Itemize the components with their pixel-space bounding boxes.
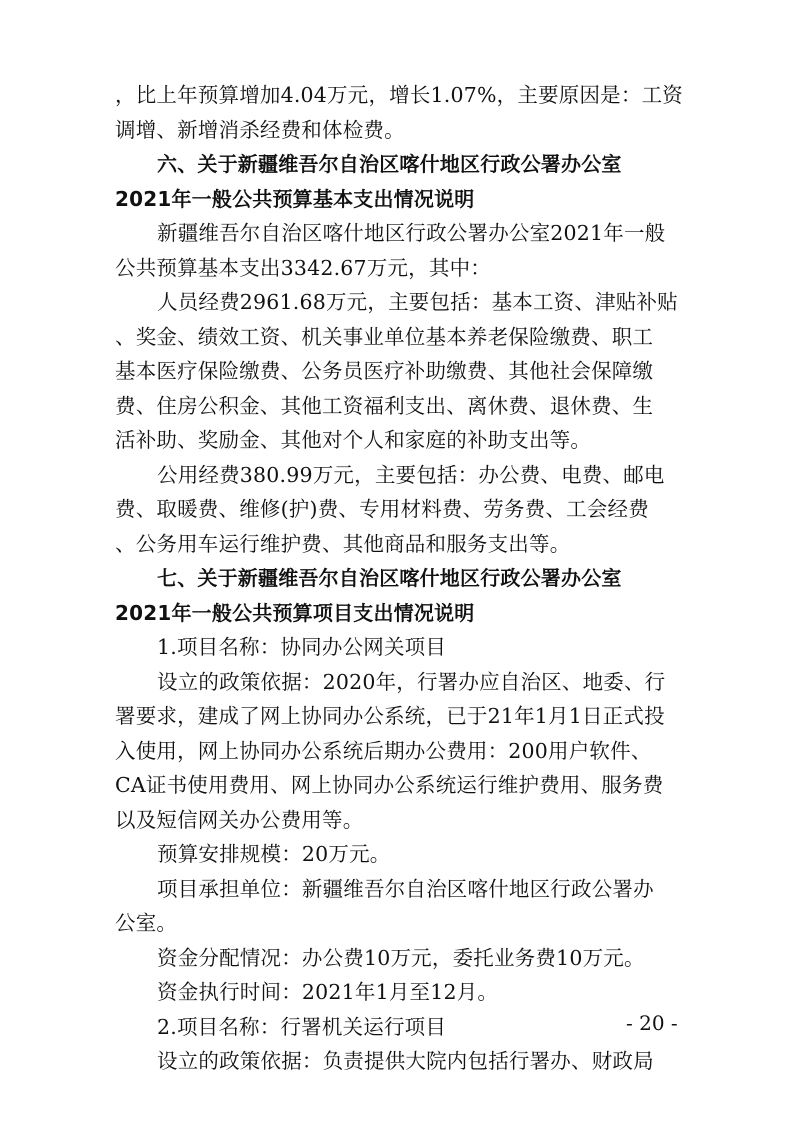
project-title-1: 1.项目名称：协同办公网关项目	[157, 635, 447, 659]
body-text-line: 公共预算基本支出3342.67万元，其中：	[115, 255, 491, 280]
body-text-line: 设立的政策依据：负责提供大院内包括行署办、财政局	[157, 1049, 654, 1073]
section-heading-6: 六、关于新疆维吾尔自治区喀什地区行政公署办公室	[157, 152, 622, 176]
body-text-line: 调增、新增消杀经费和体检费。	[115, 117, 405, 142]
body-text-line: 人员经费2961.68万元，主要包括：基本工资、津贴补贴	[157, 290, 678, 314]
body-text-line: 资金分配情况：办公费10万元，委托业务费10万元。	[157, 945, 645, 970]
body-text-line: CA证书使用费用、网上协同办公系统运行维护费用、服务费	[115, 773, 664, 797]
body-text-line: 、奖金、绩效工资、机关事业单位基本养老保险缴费、职工	[115, 324, 654, 349]
body-text-line: 公用经费380.99万元，主要包括：办公费、电费、邮电	[157, 462, 665, 487]
body-text-line: 基本医疗保险缴费、公务员医疗补助缴费、其他社会保障缴	[115, 359, 654, 383]
body-text-line: 入使用，网上协同办公系统后期办公费用：200用户软件、	[115, 738, 652, 763]
body-text-line: 署要求，建成了网上协同办公系统，已于21年1月1日正式投	[115, 704, 665, 728]
body-text-line: 设立的政策依据：2020年，行署办应自治区、地委、行	[157, 669, 666, 694]
page-number: - 20 -	[626, 1011, 678, 1035]
body-text-line: 费、住房公积金、其他工资福利支出、离休费、退休费、生	[115, 393, 654, 418]
body-text-line: 活补助、奖励金、其他对个人和家庭的补助支出等。	[115, 428, 592, 452]
body-text-line: ，比上年预算增加4.04万元，增长1.07%，主要原因是：工资	[115, 83, 683, 107]
body-text-line: 公室。	[115, 911, 178, 935]
body-text-line: 预算安排规模：20万元。	[157, 842, 391, 866]
section-heading-6-continued: 2021年一般公共预算基本支出情况说明	[115, 186, 475, 211]
body-text-line: 以及短信网关办公费用等。	[115, 807, 364, 832]
body-text-line: 资金执行时间：2021年1月至12月。	[157, 980, 499, 1004]
project-title-2: 2.项目名称：行署机关运行项目	[157, 1014, 447, 1039]
section-heading-7: 七、关于新疆维吾尔自治区喀什地区行政公署办公室	[157, 566, 622, 590]
body-text-line: 项目承担单位：新疆维吾尔自治区喀什地区行政公署办	[157, 876, 654, 901]
document-body	[115, 78, 681, 1079]
section-heading-7-continued: 2021年一般公共预算项目支出情况说明	[115, 600, 475, 625]
body-text-line: 、公务用车运行维护费、其他商品和服务支出等。	[115, 531, 571, 556]
body-text-line: 新疆维吾尔自治区喀什地区行政公署办公室2021年一般	[157, 221, 666, 245]
body-text-line: 费、取暖费、维修(护)费、专用材料费、劳务费、工会经费	[115, 497, 649, 521]
